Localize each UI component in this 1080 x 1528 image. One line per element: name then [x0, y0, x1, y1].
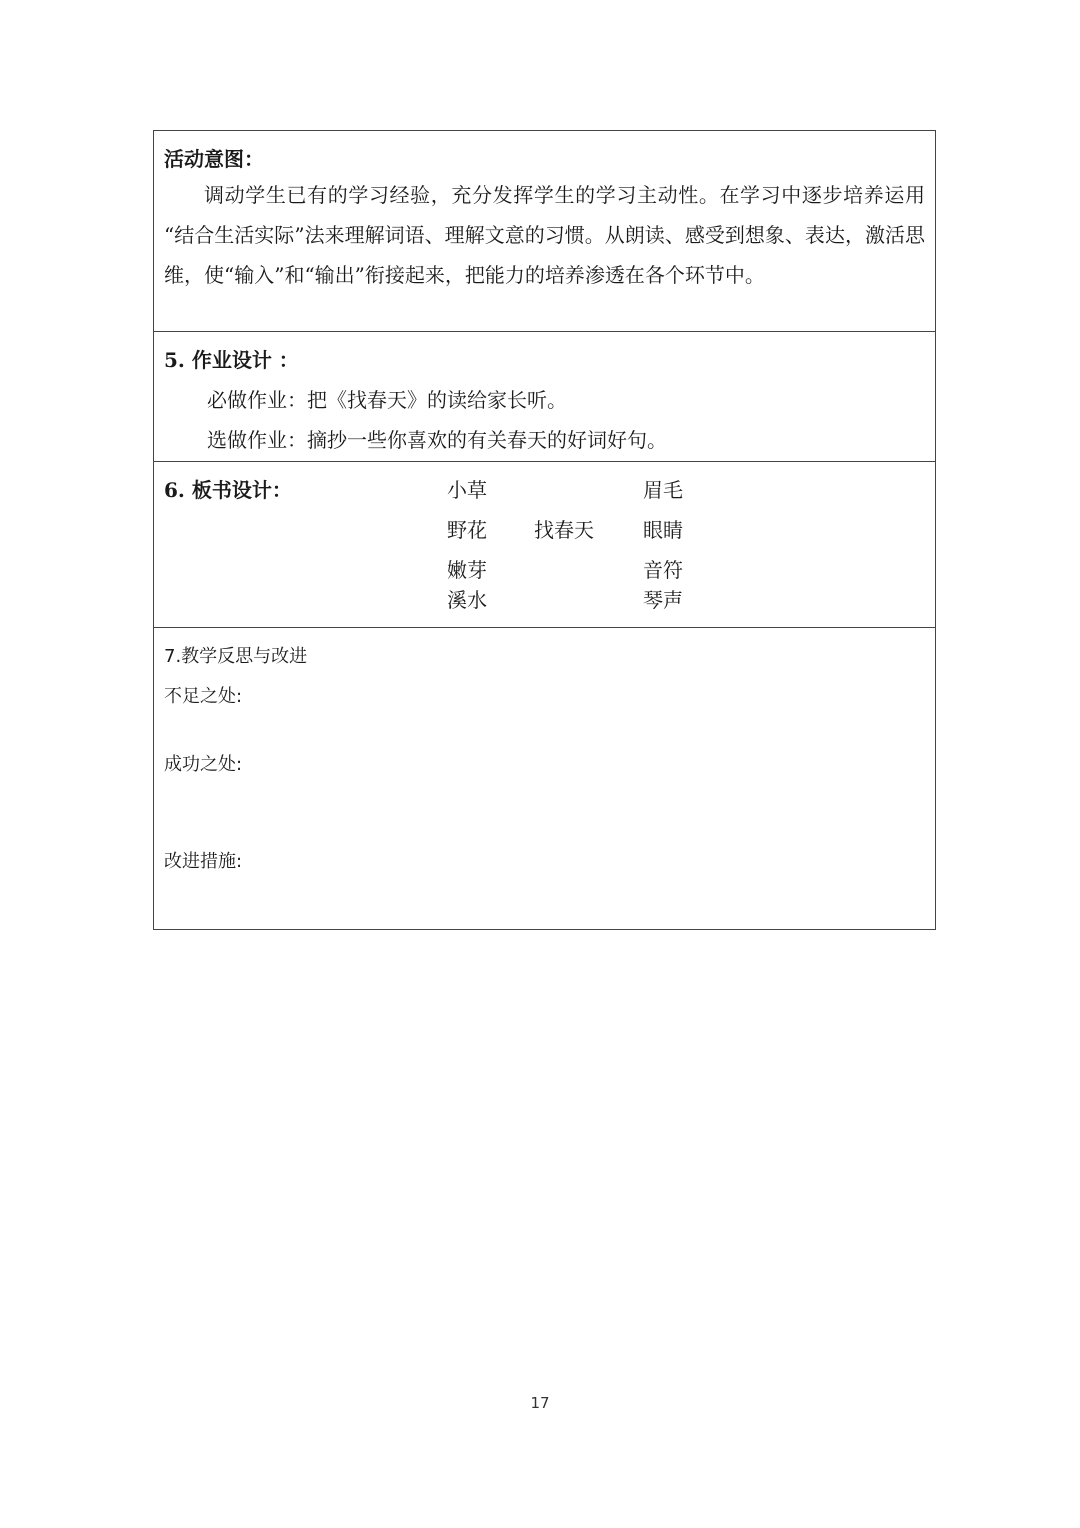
board-word-left-1: 小草 — [447, 478, 487, 502]
homework-section — [154, 332, 935, 462]
board-word-right-2: 眼睛 — [643, 518, 683, 542]
board-word-right-1: 眉毛 — [643, 478, 683, 502]
homework-optional: 选做作业：摘抄一些你喜欢的有关春天的好词好句。 — [207, 428, 667, 452]
board-word-right-3: 音符 — [643, 558, 683, 582]
board-word-center: 找春天 — [534, 518, 594, 542]
activity-intent-paragraph: 调动学生已有的学习经验，充分发挥学生的学习主动性。在学习中逐步培养运用 “结合生活实际”法来理解词语、理解文意的习惯。从朗读、感受到想象、表达，激活思维，使“输入”和“输出”衔接起来，把能力的培养渗透在各个环节中。 — [164, 183, 925, 287]
board-design-section — [154, 462, 935, 628]
activity-intent-heading: 活动意图： — [164, 147, 264, 171]
homework-heading: 5. 作业设计 ： — [164, 348, 299, 372]
reflection-successes-label: 成功之处: — [164, 754, 243, 775]
board-design-heading: 6. 板书设计： — [164, 478, 292, 502]
activity-intent-section — [154, 131, 935, 332]
page-number: 17 — [530, 1394, 550, 1412]
board-word-left-4: 溪水 — [447, 588, 487, 612]
reflection-shortcomings-label: 不足之处: — [164, 686, 243, 707]
board-word-left-3: 嫩芽 — [447, 558, 487, 582]
lesson-plan-table — [153, 130, 936, 930]
homework-required: 必做作业：把《找春天》的读给家长听。 — [207, 388, 567, 412]
board-word-right-4: 琴声 — [643, 588, 683, 612]
reflection-section — [154, 628, 935, 929]
reflection-heading: 7.教学反思与改进 — [164, 646, 308, 667]
board-word-left-2: 野花 — [447, 518, 487, 542]
reflection-improvements-label: 改进措施: — [164, 851, 243, 872]
